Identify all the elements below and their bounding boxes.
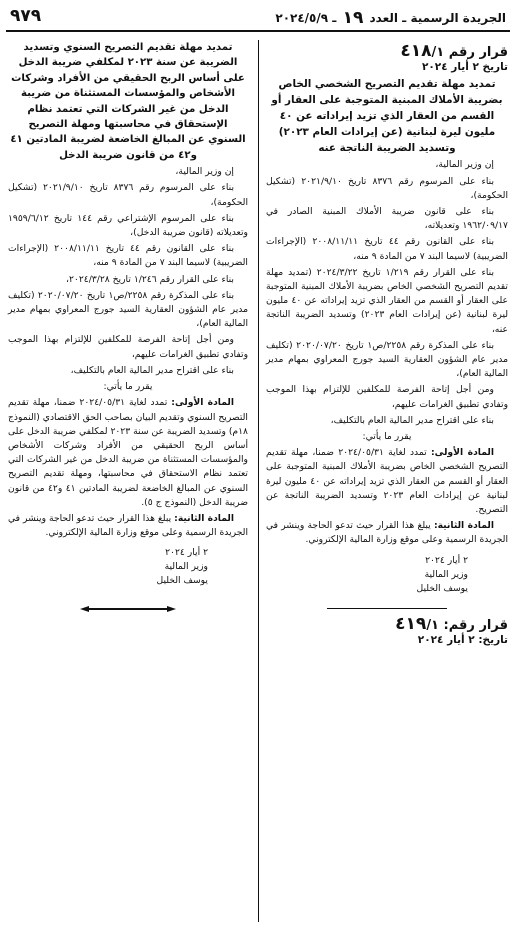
ornament-bar xyxy=(88,608,168,610)
separator-line xyxy=(327,608,447,609)
end-ornament xyxy=(80,606,176,612)
decision-label: قرار رقم: xyxy=(443,617,508,633)
right-column xyxy=(266,40,508,649)
preamble-item: بناء على المذكرة رقم ٢٢٥٨/ص١ تاريخ ٢٠٢٠/٠٧/٢٠ (تكليف مدير عام الشؤون العقارية السيد جورج المعراوي بمهام مدير المالية العام)، xyxy=(266,339,508,380)
decision-419-date: تاريخ: ٢ أيار ٢٠٢٤ xyxy=(417,633,508,646)
preamble-item: بناء على اقتراح مدير المالية العام بالتكليف، xyxy=(70,364,234,376)
article-2-label: المادة الثانية: xyxy=(174,512,234,524)
article-1 xyxy=(8,396,248,510)
article-2 xyxy=(8,512,248,540)
article-1-label: المادة الأولى: xyxy=(431,447,495,459)
signature-name: يوسف الخليل xyxy=(416,582,468,594)
ornament-right-arrow xyxy=(167,606,176,612)
signature-name: يوسف الخليل xyxy=(156,575,208,587)
decides-heading: يقرر ما يأتي: xyxy=(362,431,412,443)
decision-418-date: تاريخ ٢ أيار ٢٠٢٤ xyxy=(421,61,508,74)
article-1-text: تمدد لغاية ٢٠٢٤/٠٥/٣١ ضمنا، مهلة تقديم التصريح الشخصي الخاص بضريبة الأملاك المبنية المتوجبة على العقار أو القسم من العقار الذي تزيد إيراداته عن ٤٠ مليون ليرة لبنانية عن إيرادات العام ٢٠٢٣ وتسديد الضريبة الناتجة عن التصريح. xyxy=(266,447,509,516)
preamble-item: بناء على المرسوم رقم ٨٣٧٦ تاريخ ٢٠٢١/٩/١٠ (تشكيل الحكومة)، xyxy=(8,182,248,208)
decision-419-number xyxy=(266,613,508,634)
issue-date: ـ ٢٠٢٤/٥/٩ xyxy=(275,11,337,25)
signature-title: وزير المالية xyxy=(424,568,468,580)
left-subject: تمديد مهلة تقديم التصريح السنوي وتسديد الضريبة عن سنة ٢٠٢٣ لمكلفي ضريبة الدخل على أساس الربح الحقيقي من الأفراد وشركات الأشخاص والمؤسسات المستثناة من ضريبة الدخل من غير الشركات التي تعتمد نظام الإستحقاق في محاسبتها ومهلة التصريح السنوي عن المبالغ الخاضعة لضريبة المادتين ٤١ و٤٢ من قانون ضريبة الدخل xyxy=(10,42,246,161)
article-1 xyxy=(266,446,508,517)
issue-number: ١٩ xyxy=(342,8,364,28)
decision-418-subject: تمديد مهلة تقديم التصريح الشخصي الخاص بضريبة الأملاك المبنية المتوجبة على العقار أو القسم من العقار الذي تزيد إيراداته عن ٤٠ مليون ليرة لبنانية (عن إيرادات العام ٢٠٢٣) وتسديد الضريبة الناتجة عنه xyxy=(271,78,503,155)
decision-label: قرار رقم xyxy=(448,45,508,60)
signature-block xyxy=(266,554,508,596)
preamble-item: بناء على قانون ضريبة الأملاك المبنية الصادر في ١٩٦٢/٠٩/١٧ وتعديلاته، xyxy=(266,206,508,232)
preamble-item: ومن أجل إتاحة الفرصة للمكلفين للإلتزام بهذا الموجب وتفادي تطبيق الغرامات عليهم، xyxy=(8,334,248,360)
preamble-item: بناء على القرار رقم ١/٢٤٦ تاريخ ٢٠٢٤/٣/٢٨، xyxy=(66,273,234,285)
decides-heading: يقرر ما يأتي: xyxy=(103,381,153,393)
decision-suffix: /١ xyxy=(426,617,439,633)
decision-suffix: /١ xyxy=(431,45,445,60)
article-2-label: المادة الثانية: xyxy=(433,520,494,532)
page-number: ٩٧٩ xyxy=(10,6,42,26)
gazette-title xyxy=(275,8,506,28)
preamble-item: بناء على القانون رقم ٤٤ تاريخ ٢٠٠٨/١١/١١ (الإجراءات الضريبية) لاسيما البند ٧ من المادة ٩ منه، xyxy=(266,236,508,262)
left-column xyxy=(8,40,248,612)
preamble-item: بناء على القرار رقم ١/٢١٩ تاريخ ٢٠٢٤/٣/٢٢ (تمديد مهلة تقديم التصريح الشخصي الخاص بضريبة الأملاك المبنية المتوجبة على العقار أو القسم من العقار الذي تزيد إيراداته عن ٤٠ مليون ليرة لبنانية (عن إيرادات العام ٢٠٢٣) وتسديد الضريبة الناتجة عنه، xyxy=(266,266,509,335)
signature-title: وزير المالية xyxy=(164,561,208,573)
preamble-item: ومن أجل إتاحة الفرصة للمكلفين للإلتزام بهذا الموجب وتفادي تطبيق الغرامات عليهم، xyxy=(266,384,508,410)
decision-number: ٤١٩ xyxy=(395,613,427,634)
preamble-item: بناء على المرسوم رقم ٨٣٧٦ تاريخ ٢٠٢١/٩/١٠ (تشكيل الحكومة)، xyxy=(266,175,508,201)
article-1-text: تمدد لغاية ٢٠٢٤/٠٥/٣١ ضمنا، مهلة تقديم التصريح السنوي وتقديم البيان بصاحب الحق الاقتصادي (النموذج ١٨م) وتسديد الضريبة عن سنة ٢٠٢٣ لمكلفي ضريبة الدخل على أساس الربح الحقيقي من الأفراد وشركات الأشخاص والمؤسسات المستثناة من ضريبة الدخل من غير الشركات التي تعتمد نظام الاستحقاق في محاسبتها، ومهلة تقديم التصريح السنوي عن المبالغ الخاضعة لضريبة المادتين ٤١ و٤٢ من قانون ضريبة الدخل (النموذج ج ٥). xyxy=(8,397,248,508)
gazette-name: الجريدة الرسمية ـ العدد xyxy=(369,11,506,25)
preamble-item: بناء على المذكرة رقم ٢٢٥٨/ص١ تاريخ ٢٠٢٠/٠٧/٢٠ (تكليف مدير عام الشؤون العقارية السيد جورج المعراوي بمهام مدير المالية العام)، xyxy=(8,289,248,330)
decision-418-number xyxy=(266,41,508,61)
article-2-text: يبلغ هذا القرار حيث تدعو الحاجة وينشر في الجريدة الرسمية وعلى موقع وزارة المالية الإلكتروني. xyxy=(266,520,508,546)
signature-date: ٢ أيار ٢٠٢٤ xyxy=(165,547,208,559)
article-1-label: المادة الأولى: xyxy=(171,397,235,409)
article-2-text: يبلغ هذا القرار حيث تدعو الحاجة وينشر في الجريدة الرسمية وعلى موقع وزارة المالية الإلكتروني. xyxy=(8,512,248,539)
preamble-item: بناء على المرسوم الإشتراعي رقم ١٤٤ تاريخ ١٩٥٩/٦/١٢ وتعديلاته (قانون ضريبة الدخل)، xyxy=(8,212,248,239)
preamble-item: بناء على اقتراح مدير المالية العام بالتكليف، xyxy=(330,414,494,426)
article-2 xyxy=(266,519,508,547)
page-header xyxy=(6,6,510,32)
preamble-minister: إن وزير المالية، xyxy=(435,159,494,171)
preamble-item: بناء على القانون رقم ٤٤ تاريخ ٢٠٠٨/١١/١١ (الإجراءات الضريبية) لاسيما البند ٧ من المادة ٩ منه، xyxy=(8,243,248,269)
preamble-minister: إن وزير المالية، xyxy=(175,166,234,178)
signature-date: ٢ أيار ٢٠٢٤ xyxy=(425,554,468,566)
column-divider xyxy=(258,40,259,922)
signature-block xyxy=(8,546,248,588)
decision-number: ٤١٨ xyxy=(400,41,432,61)
